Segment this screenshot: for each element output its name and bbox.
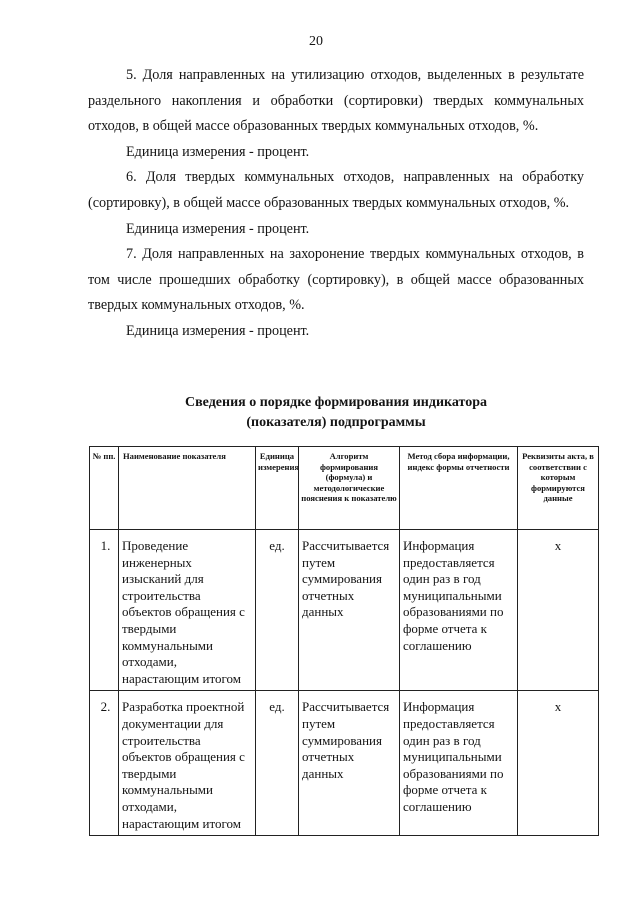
indicator-table bbox=[89, 446, 599, 836]
section-title-line: Сведения о порядке формирования индикатора bbox=[185, 395, 487, 410]
header-algorithm: Алгоритм формирования (формула) и методологические пояснения к показателю bbox=[299, 447, 400, 530]
paragraph-indicator-6: 6. Доля твердых коммунальных отходов, направленных на обработку (сортировку), в общей массе образованных твердых коммунальных отходов, %. bbox=[88, 169, 584, 211]
cell-unit: ед. bbox=[256, 691, 299, 836]
cell-name: Разработка проектной документации для строительства объектов обращения с твердыми коммунальными отходами, нарастающим итогом bbox=[119, 691, 256, 836]
page-number: 20 bbox=[309, 34, 323, 49]
section-title bbox=[88, 393, 584, 433]
header-number: № пп. bbox=[90, 447, 119, 530]
cell-number: 2. bbox=[90, 691, 119, 836]
table-header-row bbox=[90, 447, 599, 530]
table-row bbox=[90, 530, 599, 691]
cell-algorithm: Рассчитывается путем суммирования отчетных данных bbox=[299, 691, 400, 836]
cell-name: Проведение инженерных изысканий для строительства объектов обращения с твердыми коммунальными отходами, нарастающим итогом bbox=[119, 530, 256, 691]
paragraph-indicator-7: 7. Доля направленных на захоронение твердых коммунальных отходов, в том числе прошедших обработку (сортировку), в общей массе образованных твердых коммунальных отходов, %. bbox=[88, 246, 584, 314]
paragraph-indicator-5: 5. Доля направленных на утилизацию отходов, выделенных в результате раздельного накопления и обработки (сортировки) твердых коммунальных отходов, в общей массе образованных твердых коммунальных отходов, %. bbox=[88, 67, 584, 135]
unit-note: Единица измерения - процент. bbox=[126, 220, 310, 237]
unit-note: Единица измерения - процент. bbox=[126, 143, 310, 160]
cell-requisites: х bbox=[518, 691, 599, 836]
cell-unit: ед. bbox=[256, 530, 299, 691]
body-text bbox=[88, 63, 584, 345]
cell-method: Информация предоставляется один раз в год муниципальными образованиями по форме отчета к соглашению bbox=[400, 530, 518, 691]
table-row bbox=[90, 691, 599, 836]
section-title-line: (показателя) подпрограммы bbox=[246, 415, 426, 430]
header-unit: Единица измерения bbox=[256, 447, 299, 530]
header-requisites: Реквизиты акта, в соответствии с которым формируются данные bbox=[518, 447, 599, 530]
cell-requisites: х bbox=[518, 530, 599, 691]
cell-number: 1. bbox=[90, 530, 119, 691]
cell-method: Информация предоставляется один раз в год муниципальными образованиями по форме отчета к соглашению bbox=[400, 691, 518, 836]
header-name: Наименование показателя bbox=[119, 447, 256, 530]
cell-algorithm: Рассчитывается путем суммирования отчетных данных bbox=[299, 530, 400, 691]
header-method: Метод сбора информации, индекс формы отчетности bbox=[400, 447, 518, 530]
unit-note: Единица измерения - процент. bbox=[126, 322, 310, 339]
